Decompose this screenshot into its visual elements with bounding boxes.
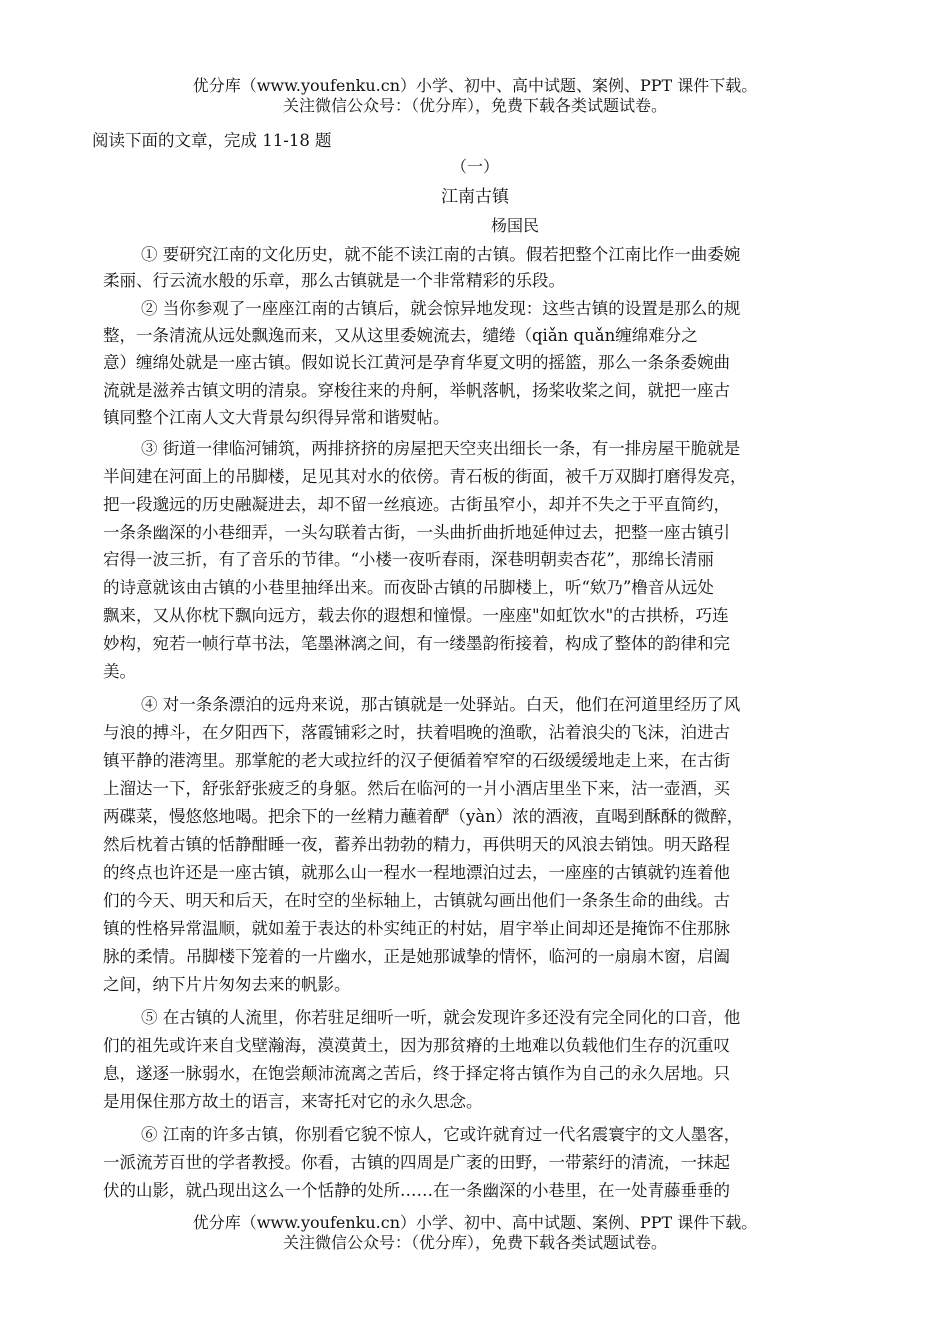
section-label: （一） xyxy=(450,157,499,176)
article-line: 们的今天、明天和后天，在时空的坐标轴上，古镇就勾画出他们一条条生命的曲线。古 xyxy=(103,891,730,910)
article-line: 是用保住那方故土的语言，来寄托对它的永久思念。 xyxy=(103,1092,483,1111)
article-line: 上溜达一下，舒张舒张疲乏的身躯。然后在临河的一爿小酒店里坐下来，沽一壶酒，买 xyxy=(103,779,730,798)
article-line: 镇平静的港湾里。那掌舵的老大或拉纤的汉子便循着窄窄的石级缓缓地走上来，在古街 xyxy=(103,751,730,770)
article-line: 柔丽、行云流水般的乐章，那么古镇就是一个非常精彩的乐段。 xyxy=(103,271,565,290)
article-line: 把一段邈远的历史融凝进去，却不留一丝痕迹。古街虽窄小，却并不失之于平直简约， xyxy=(103,495,730,514)
article-line: ⑥ 江南的许多古镇，你别看它貌不惊人，它或许就育过一代名震寰宇的文人墨客， xyxy=(141,1125,741,1144)
article-line: 整，一条清流从远处飘逸而来，又从这里委婉流去，缱绻（qiǎn quǎn缠绵难分之 xyxy=(103,326,698,345)
header-line-1: 优分库（www.youfenku.cn）小学、初中、高中试题、案例、PPT 课件下载。 xyxy=(192,76,758,95)
article-line: 镇同整个江南人文大背景勾织得异常和谐熨帖。 xyxy=(103,408,450,427)
article-line: 流就是滋养古镇文明的清泉。穿梭往来的舟舸，举帆落帆，扬桨收桨之间，就把一座古 xyxy=(103,381,730,400)
article-line: 脉的柔情。吊脚楼下笼着的一片幽水，正是她那诚挚的情怀，临河的一扇扇木窗，启阖 xyxy=(103,947,730,966)
article-line: 意）缠绵处就是一座古镇。假如说长江黄河是孕育华夏文明的摇篮，那么一条条委婉曲 xyxy=(103,353,730,372)
article-line: 之间，纳下片片匆匆去来的帆影。 xyxy=(103,975,351,994)
article-line: 半间建在河面上的吊脚楼，足见其对水的依傍。青石板的街面，被千万双脚打磨得发亮， xyxy=(103,467,747,486)
footer-line-1: 优分库（www.youfenku.cn）小学、初中、高中试题、案例、PPT 课件下载。 xyxy=(192,1213,758,1232)
article-line: 飘来，又从你枕下飘向远方，载去你的遐想和憧憬。一座座"如虹饮水"的古拱桥，巧连 xyxy=(103,606,729,625)
article-line: 伏的山影，就凸现出这么一个恬静的处所……在一条幽深的小巷里，在一处青藤垂垂的 xyxy=(103,1181,730,1200)
article-line: 然后枕着古镇的恬静酣睡一夜，蓄养出勃勃的精力，再供明天的风浪去销蚀。明天路程 xyxy=(103,835,730,854)
article-line: ③ 街道一律临河铺筑，两排挤挤的房屋把天空夹出细长一条，有一排房屋干脆就是 xyxy=(141,439,741,458)
footer-line-2: 关注微信公众号：（优分库），免费下载各类试题试卷。 xyxy=(282,1233,667,1252)
article-line: 镇的性格异常温顺，就如羞于表达的朴实纯正的村姑，眉宇举止间却还是掩饰不住那脉 xyxy=(103,919,730,938)
article-line: 宕得一波三折，有了音乐的节律。“小楼一夜听春雨，深巷明朝卖杏花”，那绵长清丽 xyxy=(103,550,714,569)
article-line: ④ 对一条条漂泊的远舟来说，那古镇就是一处驿站。白天，他们在河道里经历了风 xyxy=(141,695,741,714)
article-line: 一派流芳百世的学者教授。你看，古镇的四周是广袤的田野，一带萦纡的清流，一抹起 xyxy=(103,1153,730,1172)
instruction: 阅读下面的文章，完成 11-18 题 xyxy=(92,131,332,150)
article-line: 的终点也许还是一座古镇，就那么山一程水一程地漂泊过去，一座座的古镇就钓连着他 xyxy=(103,863,730,882)
header-line-2: 关注微信公众号：（优分库），免费下载各类试题试卷。 xyxy=(282,96,667,115)
article-line: 息，遂逐一脉弱水，在饱尝颠沛流离之苦后，终于择定将古镇作为自己的永久居地。只 xyxy=(103,1064,730,1083)
article-line: 与浪的搏斗，在夕阳西下，落霞铺彩之时，扶着唱晚的渔歌，沾着浪尖的飞沫，泊进古 xyxy=(103,723,730,742)
article-line: ⑤ 在古镇的人流里，你若驻足细听一听，就会发现许多还没有完全同化的口音，他 xyxy=(141,1008,741,1027)
article-line: 妙构，宛若一帧行草书法，笔墨淋漓之间，有一缕墨韵衔接着，构成了整体的韵律和完 xyxy=(103,634,730,653)
article-line: 们的祖先或许来自戈壁瀚海，漠漠黄土，因为那贫瘠的土地难以负载他们生存的沉重叹 xyxy=(103,1036,730,1055)
article-author: 杨国民 xyxy=(490,216,539,235)
article-line: 一条条幽深的小巷细弄，一头勾联着古街，一头曲折曲折地延伸过去，把整一座古镇引 xyxy=(103,523,730,542)
article-line: ② 当你参观了一座座江南的古镇后，就会惊异地发现：这些古镇的设置是那么的规 xyxy=(141,299,741,318)
article-line: ① 要研究江南的文化历史，就不能不读江南的古镇。假若把整个江南比作一曲委婉 xyxy=(141,245,741,264)
article-line: 的诗意就该由古镇的小巷里抽绎出来。而夜卧古镇的吊脚楼上，听“欸乃”橹音从远处 xyxy=(103,578,714,597)
article-line: 美。 xyxy=(103,662,136,681)
article-line: 两碟菜，慢悠悠地喝。把余下的一丝精力蘸着酽（yàn）浓的酒液，直喝到酥酥的微醉， xyxy=(103,807,744,826)
article-title: 江南古镇 xyxy=(441,187,509,207)
